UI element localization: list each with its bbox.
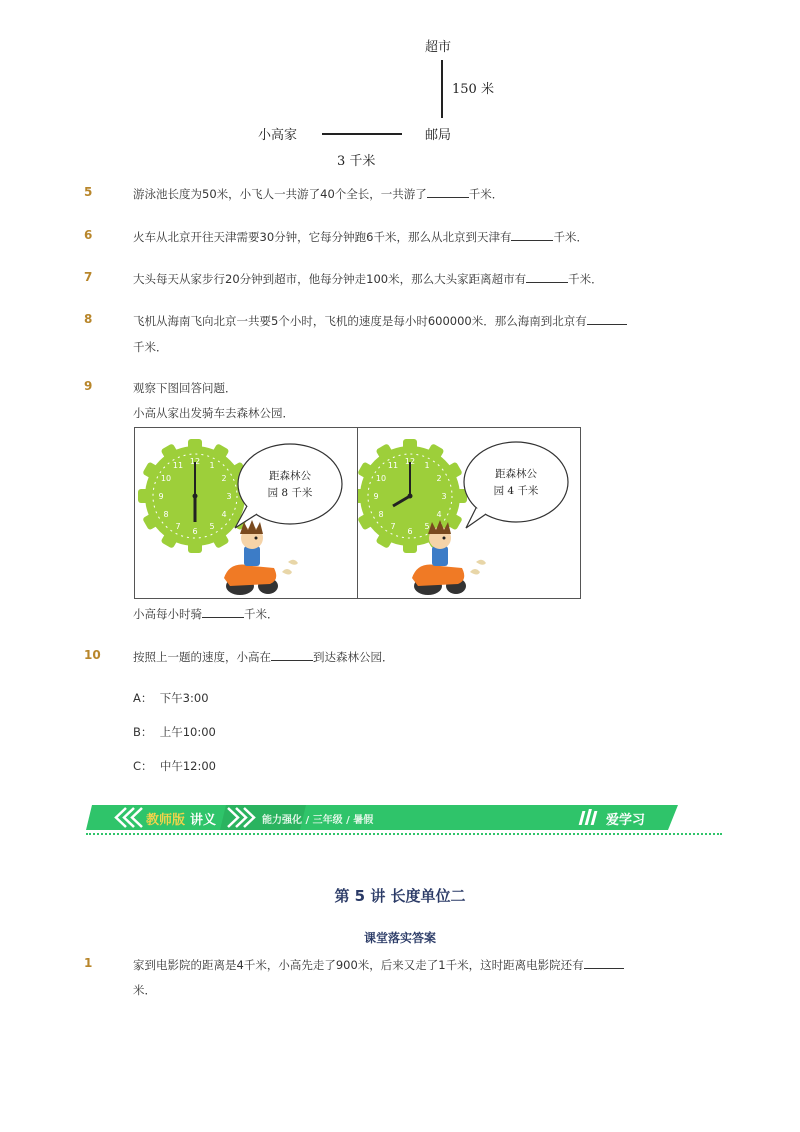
bubble-line-1: 距森林公 [495, 468, 537, 480]
svg-text:5: 5 [424, 522, 430, 531]
option-b[interactable]: B： 上午10:00 [133, 725, 216, 739]
bubble-line-2: 园 8 千米 [267, 487, 313, 499]
svg-text:3: 3 [441, 492, 447, 501]
question-number: 7 [84, 270, 93, 284]
banner-title: 教师版 [146, 813, 186, 828]
question-text: 飞机从海南飞向北京一共要5个小时，飞机的速度是每小时600000米．那么海南到北京有 [133, 313, 627, 329]
svg-text:10: 10 [160, 474, 172, 483]
svg-text:4: 4 [436, 510, 442, 519]
map-vertical-distance: 150 米 [452, 82, 494, 97]
answer-blank[interactable] [202, 607, 244, 618]
option-a[interactable]: A： 下午3:00 [133, 691, 209, 705]
map-post-office-label: 邮局 [425, 128, 452, 143]
question-number: 9 [84, 379, 93, 393]
svg-text:1: 1 [209, 461, 215, 470]
map-horizontal-road [322, 133, 402, 135]
answer-blank[interactable] [526, 272, 568, 283]
svg-text:7: 7 [390, 522, 396, 531]
banner-divider [86, 833, 722, 835]
question-text: 游泳池长度为50米，小飞人一共游了40个全长，一共游了 千米． [133, 187, 504, 201]
svg-text:8: 8 [163, 510, 169, 519]
bubble-line-2: 园 4 千米 [493, 485, 539, 497]
svg-text:6: 6 [192, 527, 198, 536]
question-number: 6 [84, 228, 93, 242]
question-text-continued: 米． [133, 983, 156, 997]
section-title: 第 5 讲 长度单位二 [334, 887, 466, 905]
question-answer-line: 小高每小时骑 千米． [133, 607, 279, 621]
answer-blank[interactable] [511, 230, 553, 241]
map-home-label: 小高家 [258, 128, 298, 143]
question-text: 家到电影院的距离是4千米，小高先走了900米，后来又走了1千米，这时距离电影院还有 [133, 957, 624, 973]
question-text: 小高从家出发骑车去森林公园． [133, 406, 294, 420]
svg-text:3: 3 [226, 492, 232, 501]
question-text: 观察下图回答问题． [133, 381, 237, 395]
section-subtitle: 课堂落实答案 [363, 931, 436, 945]
question-text: 火车从北京开往天津需要30分钟，它每分钟跑6千米，那么从北京到天津有 千米． [133, 230, 588, 244]
clock-scene-2 [358, 428, 580, 598]
svg-text:11: 11 [387, 461, 399, 470]
clock-panel-2 [357, 427, 581, 599]
map-vertical-road [441, 60, 443, 118]
question-text: 按照上一题的速度，小高在 到达森林公园． [133, 650, 394, 664]
svg-text:11: 11 [172, 461, 184, 470]
speech-bubble [235, 444, 342, 528]
question-text-continued: 千米． [133, 340, 168, 354]
svg-text:10: 10 [375, 474, 387, 483]
svg-text:12: 12 [404, 457, 416, 466]
option-c[interactable]: C： 中午12:00 [133, 759, 216, 773]
header-banner [86, 805, 678, 830]
answer-blank[interactable] [427, 187, 469, 198]
clock-panel-1 [134, 427, 358, 599]
question-number: 1 [84, 956, 93, 970]
svg-text:2: 2 [436, 474, 442, 483]
answer-blank[interactable] [271, 650, 313, 661]
bubble-line-1: 距森林公 [269, 470, 311, 482]
map-horizontal-distance: 3 千米 [337, 154, 376, 169]
banner-title-2: 讲义 [190, 813, 217, 828]
svg-text:5: 5 [209, 522, 215, 531]
question-text: 大头每天从家步行20分钟到超市，他每分钟走100米，那么大头家距离超市有 千米． [133, 272, 603, 286]
clock-icon [138, 439, 252, 553]
brand-name: 爱学习 [606, 813, 646, 828]
clock-scene-1 [135, 428, 357, 598]
svg-text:6: 6 [407, 527, 413, 536]
svg-text:9: 9 [373, 492, 379, 501]
map-supermarket-label: 超市 [425, 40, 452, 55]
svg-text:7: 7 [175, 522, 181, 531]
boy-on-scooter-image [224, 520, 298, 595]
svg-text:8: 8 [378, 510, 384, 519]
answer-blank[interactable] [587, 314, 627, 325]
answer-blank[interactable] [584, 958, 624, 969]
svg-text:4: 4 [221, 510, 227, 519]
svg-text:2: 2 [221, 474, 227, 483]
svg-text:9: 9 [158, 492, 164, 501]
svg-text:1: 1 [424, 461, 430, 470]
question-number: 10 [84, 648, 101, 662]
question-number: 5 [84, 185, 93, 199]
banner-subtitle: 能力强化 / 三年级 / 暑假 [262, 815, 374, 826]
question-number: 8 [84, 312, 93, 326]
svg-text:12: 12 [189, 457, 201, 466]
